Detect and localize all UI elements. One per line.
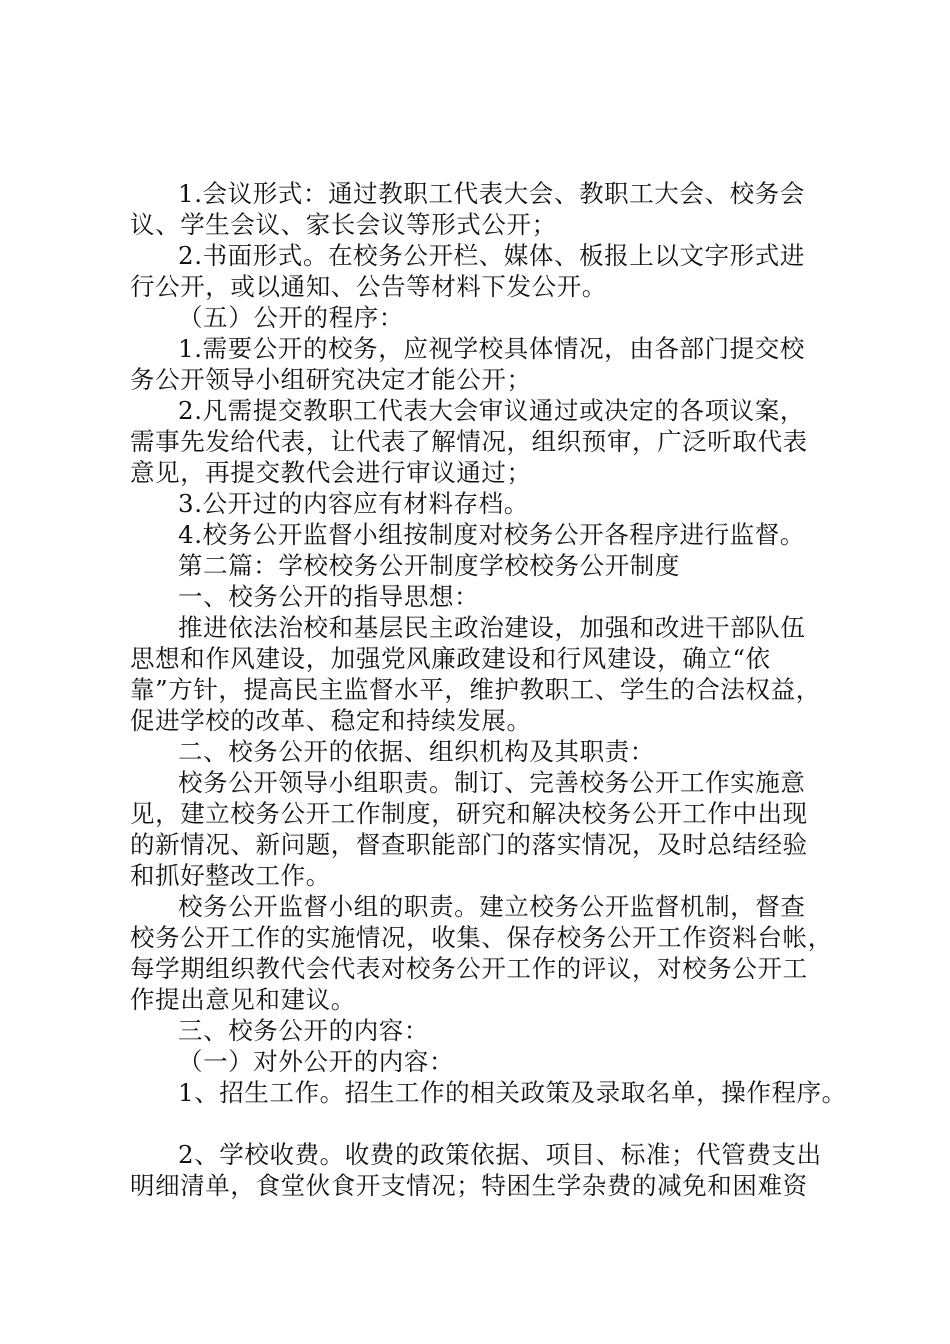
text-line: 1.会议形式：通过教职工代表大会、教职工大会、校务会 [178,179,805,208]
text-line: 2.书面形式。在校务公开栏、媒体、板报上以文字形式进 [178,241,805,270]
text-line: 4.校务公开监督小组按制度对校务公开各程序进行监督。 [178,520,805,549]
text-line: 推进依法治校和基层民主政治建设，加强和改进干部队伍 [178,613,806,642]
text-line: 意见，再提交教代会进行审议通过； [130,458,532,487]
text-line: 1、招生工作。招生工作的相关政策及录取名单，操作程序。 [178,1078,847,1107]
section-heading: 三、校务公开的内容： [178,1016,429,1045]
text-line: 校务公开领导小组职责。制订、完善校务公开工作实施意 [178,768,806,797]
section-heading: （五）公开的程序： [178,303,404,332]
text-line: 需事先发给代表，让代表了解情况，组织预审，广泛听取代表 [130,427,808,456]
text-line: 3.公开过的内容应有材料存档。 [178,489,529,518]
text-line: 和抓好整改工作。 [130,861,331,890]
text-line: 每学期组织教代会代表对校务公开工作的评议，对校务公开工 [130,954,808,983]
chapter-heading: 第二篇：学校校务公开制度学校校务公开制度 [178,551,680,580]
text-line: 行公开，或以通知、公告等材料下发公开。 [130,272,607,301]
text-line: 校务公开工作的实施情况，收集、保存校务公开工作资料台帐， [130,923,833,952]
text-line: 思想和作风建设，加强党风廉政建设和行风建设，确立“依 [130,644,771,673]
section-heading: 二、校务公开的依据、组织机构及其职责： [178,737,655,766]
text-line: 的新情况、新问题，督查职能部门的落实情况，及时总结经验 [130,830,808,859]
text-line: 校务公开监督小组的职责。建立校务公开监督机制，督查 [178,892,806,921]
text-line: 见，建立校务公开工作制度，研究和解决校务公开工作中出现 [130,799,808,828]
text-line: 务公开领导小组研究决定才能公开； [130,365,532,394]
section-heading: 一、校务公开的指导思想： [178,582,480,611]
text-line: 作提出意见和建议。 [130,985,356,1014]
text-line: 明细清单，食堂伙食开支情况；特困生学杂费的减免和困难资 [130,1171,808,1200]
text-line: 2、学校收费。收费的政策依据、项目、标准；代管费支出 [178,1140,822,1169]
text-line: 2.凡需提交教职工代表大会审议通过或决定的各项议案， [178,396,805,425]
text-line: 议、学生会议、家长会议等形式公开； [130,210,557,239]
text-line: 靠”方针，提高民主监督水平，维护教职工、学生的合法权益， [130,675,821,704]
text-line: 促进学校的改革、稳定和持续发展。 [130,706,532,735]
subsection-heading: （一）对外公开的内容： [178,1047,455,1076]
text-line: 1.需要公开的校务，应视学校具体情况，由各部门提交校 [178,334,805,363]
